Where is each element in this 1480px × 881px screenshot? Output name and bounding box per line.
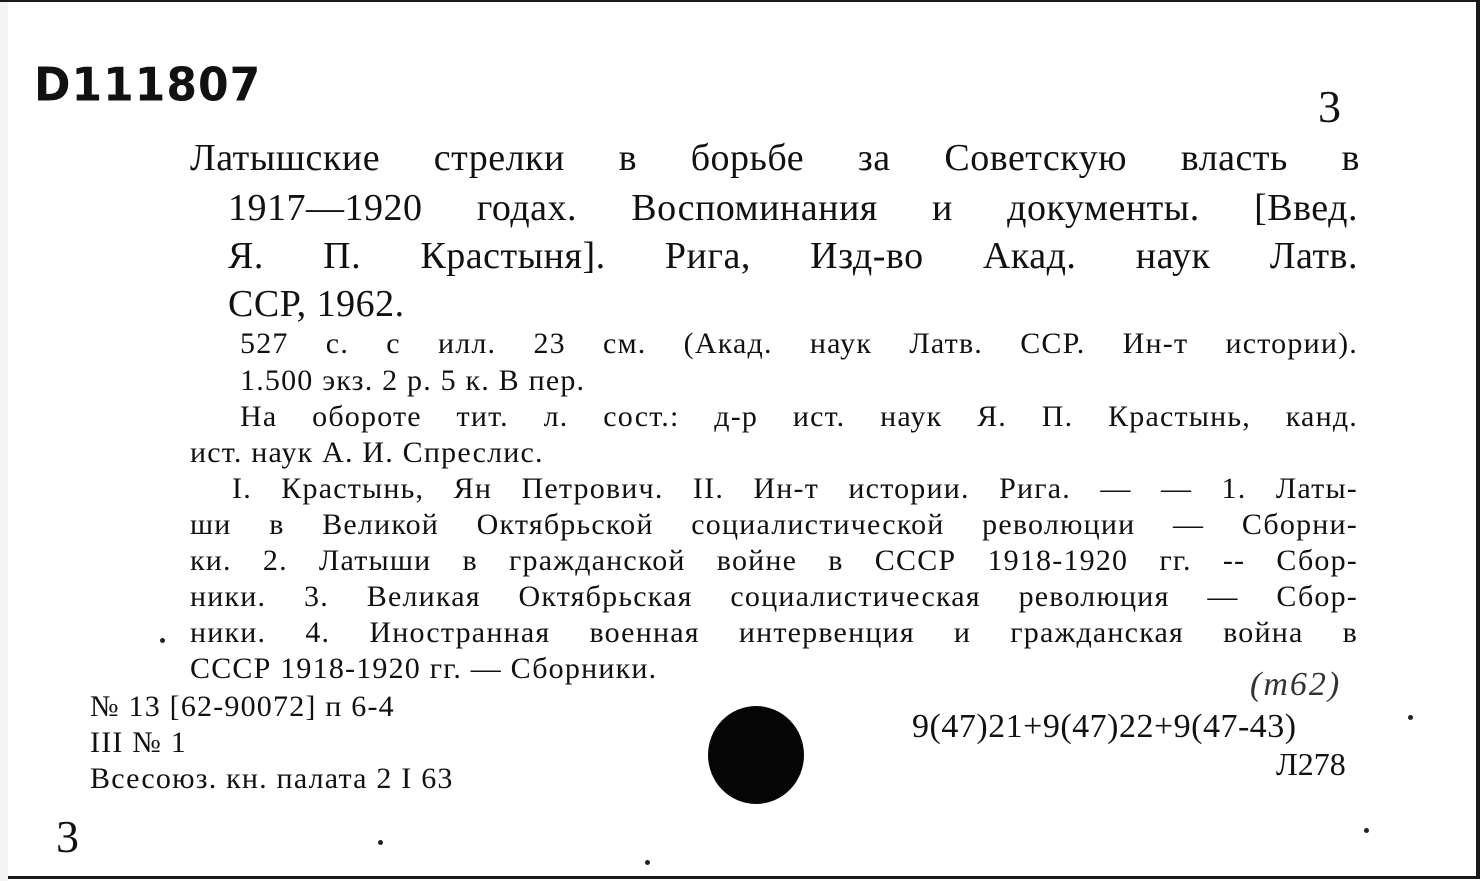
title-line: Я. П. Крастыня]. Рига, Изд-во Акад. наук Латв.	[228, 235, 1358, 277]
classification-number: 9(47)21+9(47)22+9(47-43)	[912, 708, 1297, 745]
volume-number: III № 1	[90, 726, 187, 759]
punch-hole	[708, 706, 804, 804]
subject-line: ники. 3. Великая Октябрьская социалистическая революция — Сбор-	[190, 580, 1358, 613]
collation-line: 1.500 экз. 2 р. 5 к. В пер.	[240, 364, 586, 397]
collation-line: 527 с. с илл. 23 см. (Акад. наук Латв. ССР. Ин-т истории).	[240, 327, 1358, 360]
subject-line: ники. 4. Иностранная военная интервенция и гражданская война в	[190, 616, 1358, 649]
accession-number: D111807	[34, 58, 262, 113]
title-line: 1917—1920 годах. Воспоминания и документы. [Введ.	[228, 187, 1358, 229]
subject-line: ки. 2. Латыши в гражданской войне в СССР 1918-1920 гг. -- Сбор-	[190, 544, 1358, 577]
speck	[160, 638, 165, 643]
card-number: 3	[1318, 81, 1341, 132]
author-code: Л278	[1276, 746, 1346, 782]
note-line: ист. наук А. И. Спреслис.	[190, 436, 544, 469]
note-line: На обороте тит. л. сост.: д-р ист. наук Я. П. Крастынь, канд.	[240, 400, 1358, 433]
subject-line: I. Крастынь, Ян Петрович. II. Ин-т истории. Рига. — — 1. Латы-	[232, 472, 1358, 505]
speck	[1408, 715, 1413, 720]
handwritten-mark: 3	[56, 811, 79, 862]
handwritten-shelfmark: (т62)	[1250, 666, 1342, 703]
title-line: ССР, 1962.	[228, 283, 405, 325]
speck	[1364, 828, 1369, 833]
speck	[645, 860, 650, 865]
book-chamber: Всесоюз. кн. палата 2 I 63	[90, 762, 454, 795]
title-line: Латышские стрелки в борьбе за Советскую власть в	[190, 137, 1360, 179]
card-edge	[0, 2, 8, 881]
subject-line: СССР 1918-1920 гг. — Сборники.	[190, 652, 658, 685]
subject-line: ши в Великой Октябрьской социалистической революции — Сборни-	[190, 508, 1358, 541]
order-number: № 13 [62-90072] п 6-4	[90, 690, 395, 723]
speck	[378, 840, 383, 845]
